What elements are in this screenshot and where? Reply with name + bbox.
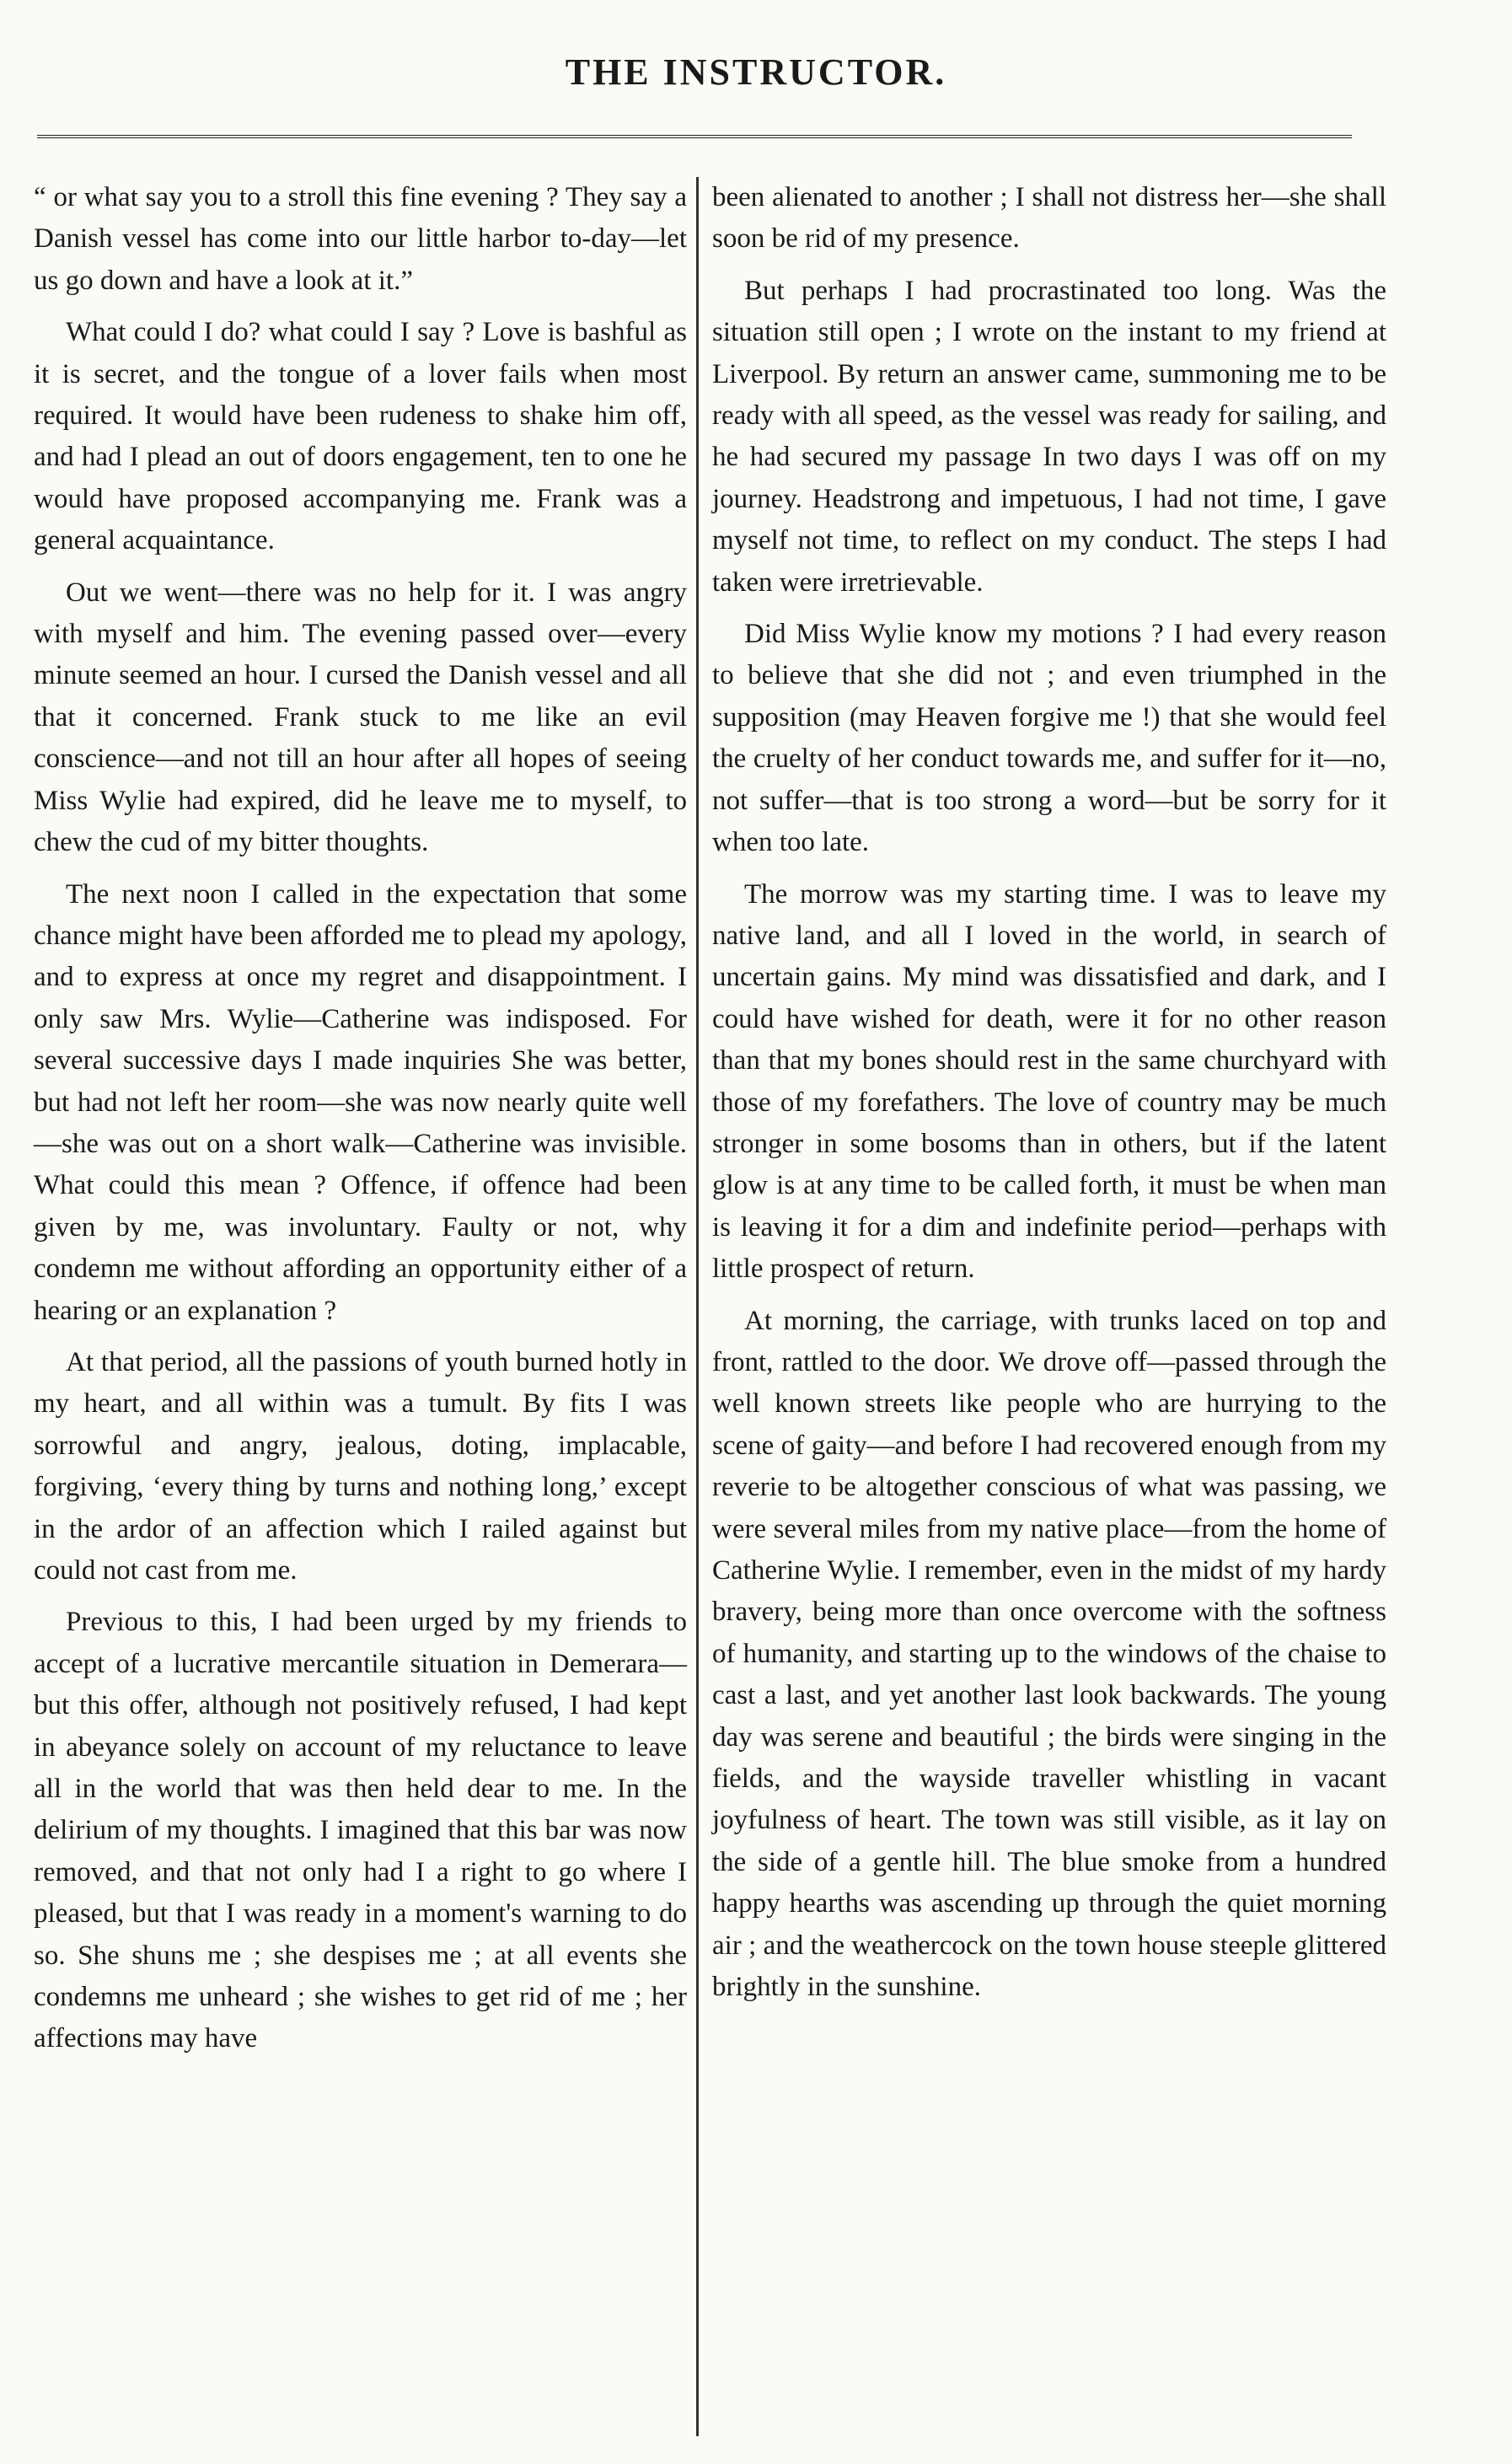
paragraph: At that period, all the passions of youth burned hotly in my heart, and all within was a tumult. By fits I was sorrowful and angry, jealous, doting, implacable, forgiving, ‘every thing by turns and nothing long,’ except in the ardor of an affection which I railed against but could not cast from me.	[34, 1346, 687, 1586]
column-divider	[696, 177, 699, 2436]
paragraph: “ or what say you to a stroll this fine evening ? They say a Danish vessel has come into our little harbor to-day—let us go down and have a look at it.”	[34, 182, 687, 296]
paragraph: Out we went—there was no help for it. I was angry with myself and him. The evening passed over—every minute seemed an hour. I cursed the Danish vessel and all that it concerned. Frank stuck to me like an evil conscience—and not till an hour after all hopes of seeing Miss Wylie had expired, did he leave me to myself, to chew the cud of my bitter thoughts.	[34, 577, 687, 858]
paragraph: Did Miss Wylie know my motions ? I had every reason to believe that she did not ; and even triumphed in the supposition (may Heaven forgive me !) that she would feel the cruelty of her conduct towards me, and suffer for it—no, not suffer—that is too strong a word—but be sorry for it when too late.	[712, 619, 1386, 858]
left-column	[34, 177, 687, 2070]
right-column	[712, 177, 1386, 2018]
paragraph: At morning, the carriage, with trunks laced on top and front, rattled to the door. We drove off—passed through the well known streets like people who are hurrying to the scene of gaity—and before I had recovered enough from my reverie to be altogether conscious of what was passing, we were several miles from my native place—from the home of Catherine Wylie. I remember, even in the midst of my hardy bravery, being more than once overcome with the softness of humanity, and starting up to the windows of the chaise to cast a last, and yet another last look backwards. The young day was serene and beautiful ; the birds were singing in the fields, and the wayside traveller whistling in vacant joyfulness of heart. The town was still visible, as it lay on the side of a gentle hill. The blue smoke from a hundred happy hearths was ascending up through the quiet morning air ; and the weathercock on the town house steeple glittered brightly in the sunshine.	[712, 1305, 1386, 2003]
paragraph: been alienated to another ; I shall not distress her—she shall soon be rid of my presence.	[712, 182, 1386, 255]
paragraph: What could I do? what could I say ? Love is bashful as it is secret, and the tongue of a lover fails when most required. It would have been rudeness to shake him off, and had I plead an out of doors engagement, ten to one he would have proposed accompanying me. Frank was a general acquaintance.	[34, 317, 687, 556]
paragraph: Previous to this, I had been urged by my friends to accept of a lucrative mercantile situation in Demerara—but this offer, although not positively refused, I had kept in abeyance solely on account of my reluctance to leave all in the world that was then held dear to me. In the delirium of my thoughts. I imagined that this bar was now removed, and that not only had I a right to go where I pleased, but that I was ready in a moment's warning to do so. She shuns me ; she despises me ; at all events she condemns me unheard ; she wishes to get rid of me ; her affections may have	[34, 1607, 687, 2054]
page-header-title: THE INSTRUCTOR.	[565, 51, 947, 93]
paragraph: The morrow was my starting time. I was to leave my native land, and all I loved in the world, in search of uncertain gains. My mind was dissatisfied and dark, and I could have wished for death, were it for no other reason than that my bones should rest in the same churchyard with those of my forefathers. The love of country may be much stronger in some bosoms than in others, but if the latent glow is at any time to be called forth, it must be when man is leaving it for a dim and indefinite period—perhaps with little prospect of return.	[712, 878, 1386, 1285]
header-rule	[37, 135, 1352, 138]
paragraph: But perhaps I had procrastinated too long. Was the situation still open ; I wrote on the instant to my friend at Liverpool. By return an answer came, summoning me to be ready with all speed, as the vessel was ready for sailing, and he had secured my passage In two days I was off on my journey. Headstrong and impetuous, I had not time, I gave myself not time, to reflect on my conduct. The steps I had taken were irretrievable.	[712, 275, 1386, 598]
paragraph: The next noon I called in the expectation that some chance might have been afforded me to plead my apology, and to express at once my regret and disappointment. I only saw Mrs. Wylie—Catherine was indisposed. For several successive days I made inquiries She was better, but had not left her room—she was now nearly quite well—she was out on a short walk—Catherine was invisible. What could this mean ? Offence, if offence had been given by me, was involuntary. Faulty or not, why condemn me without affording an opportunity either of a hearing or an explanation ?	[34, 878, 687, 1326]
